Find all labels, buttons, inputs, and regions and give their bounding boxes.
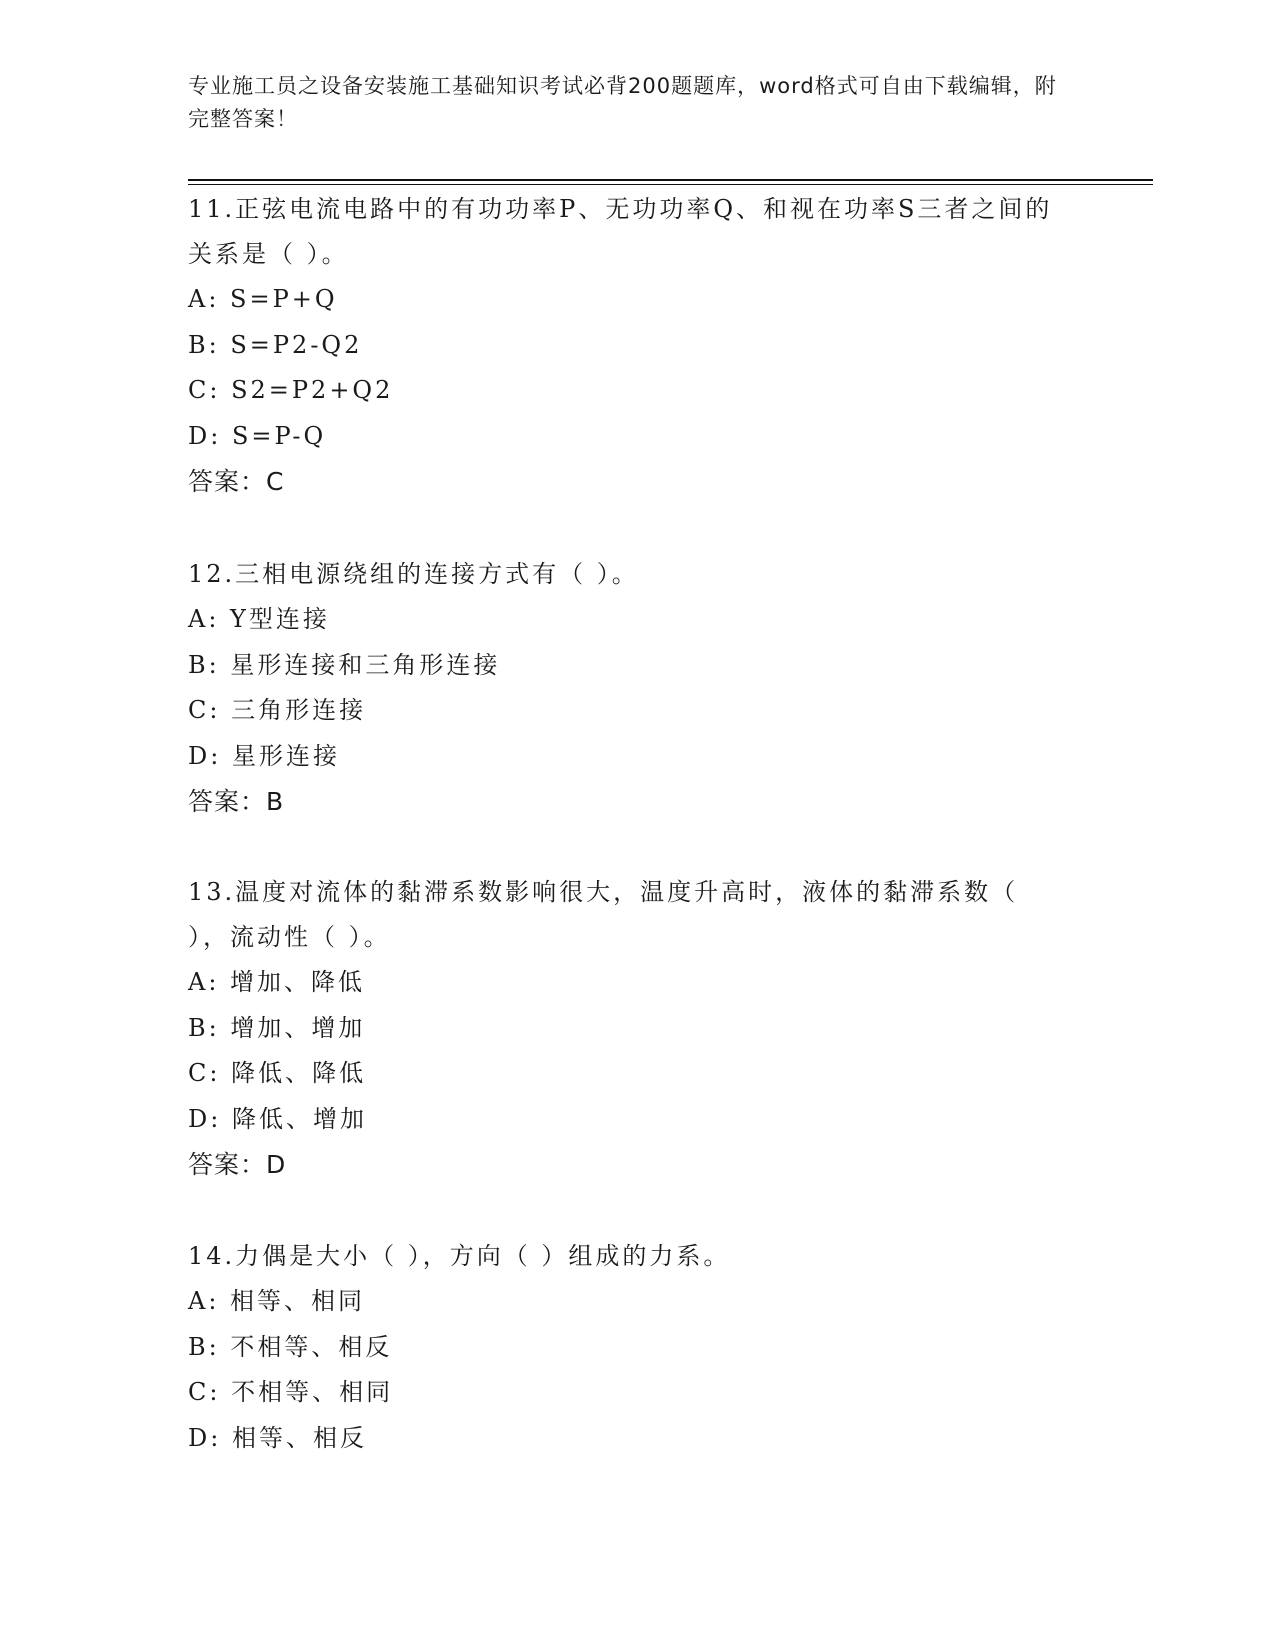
- option-d: D: 星形连接: [188, 741, 340, 770]
- question-12: [188, 552, 1068, 825]
- option-c: C: 不相等、相同: [188, 1378, 394, 1406]
- question-stem: 11.正弦电流电路中的有功功率P、无功功率Q、和视在功率S三者之间的关系是（ ）。: [188, 195, 1053, 268]
- document-header: 专业施工员之设备安装施工基础知识考试必背200题题库，word格式可自由下载编辑，附完整答案！: [188, 74, 1057, 131]
- option-b: B: 星形连接和三角形连接: [188, 650, 501, 679]
- header-divider-thick: [188, 179, 1153, 181]
- option-d: D: S=P-Q: [188, 421, 327, 450]
- option-c: C: 降低、降低: [188, 1059, 367, 1087]
- question-11: [188, 187, 1068, 505]
- option-a: A: S=P+Q: [188, 285, 338, 313]
- option-b: B: S=P2-Q2: [188, 330, 363, 359]
- answer: 答案：D: [188, 1150, 287, 1179]
- option-b: B: 不相等、相反: [188, 1332, 393, 1361]
- option-a: A: Y型连接: [188, 605, 330, 633]
- answer: 答案：B: [188, 787, 285, 816]
- answer: 答案：C: [188, 467, 285, 496]
- option-a: A: 增加、降低: [188, 968, 366, 996]
- option-a: A: 相等、相同: [188, 1287, 366, 1315]
- header-divider-thin: [188, 184, 1153, 185]
- option-d: D: 降低、增加: [188, 1104, 367, 1133]
- question-stem: 14.力偶是大小（ ），方向（ ）组成的力系。: [188, 1242, 731, 1270]
- option-c: C: 三角形连接: [188, 696, 367, 724]
- option-b: B: 增加、增加: [188, 1013, 366, 1042]
- question-14: [188, 1234, 1068, 1461]
- option-c: C: S2=P2+Q2: [188, 376, 394, 404]
- option-d: D: 相等、相反: [188, 1423, 367, 1452]
- question-stem: 13.温度对流体的黏滞系数影响很大，温度升高时，液体的黏滞系数（ ），流动性（ ）。: [188, 878, 1019, 951]
- question-stem: 12.三相电源绕组的连接方式有（ ）。: [188, 560, 639, 588]
- question-13: [188, 870, 1068, 1188]
